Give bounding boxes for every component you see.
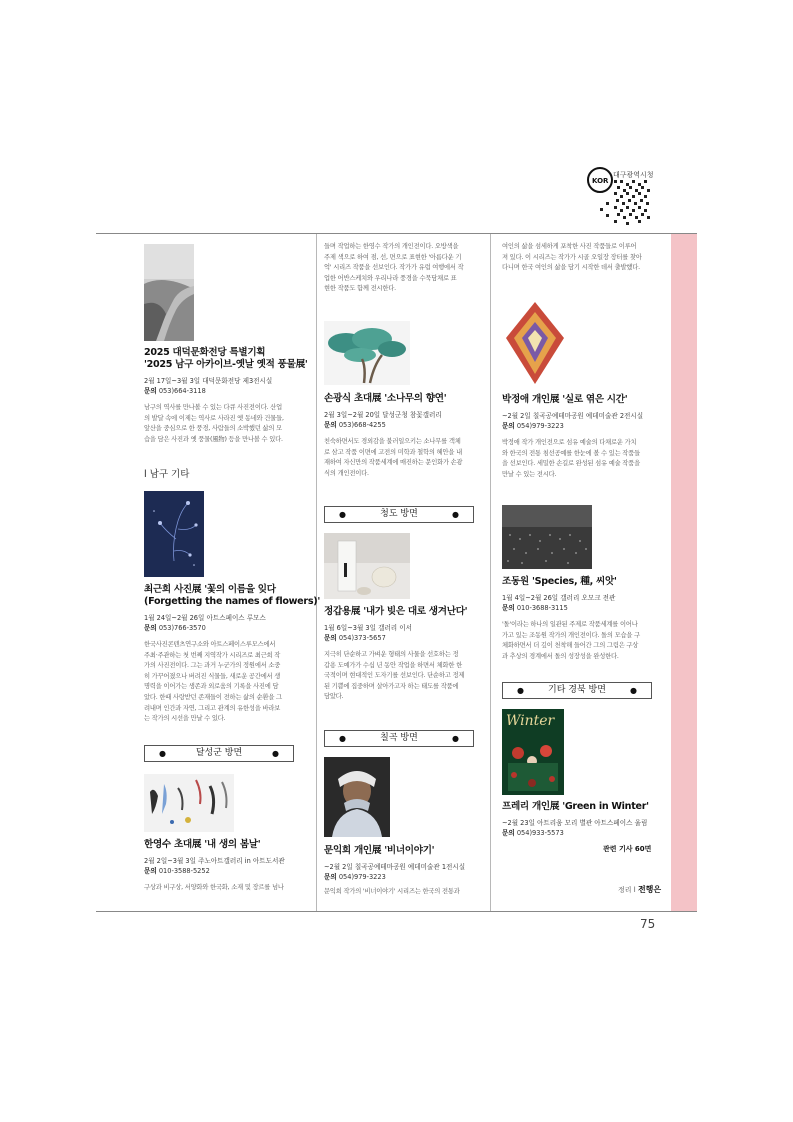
bullet-dot-icon: ● bbox=[517, 686, 524, 695]
event-inquiry: 문의 054)373-5657 bbox=[324, 634, 386, 642]
winter-poster bbox=[502, 709, 564, 795]
event-title: 한영수 초대展 '내 생의 봄날' bbox=[144, 839, 261, 850]
event-inquiry: 문의 053)668-4255 bbox=[324, 421, 386, 429]
event-description: 친숙하면서도 경외감을 불러일으키는 소나무를 객체 로 삼고 작품 이면에 고전의 미학과 철학의 혜안을 내 재하여 자신만의 작품세계에 매진하는 문인화가 손광 식의 개인전이다. bbox=[324, 438, 463, 477]
event-date: ~2월 2일 칠곡공예테마공원 예데미술관 1전시실 bbox=[324, 863, 466, 871]
bullet-dot-icon: ● bbox=[339, 734, 346, 743]
side-color-bar bbox=[671, 234, 697, 911]
event-date: 2월 3일~2월 20일 달성군청 참꽃갤러리 bbox=[324, 411, 442, 419]
stone-painting-photo bbox=[502, 505, 592, 569]
event-title: 박정애 개인展 '실로 엮은 시간' bbox=[502, 394, 628, 405]
portrait-photo bbox=[324, 757, 390, 837]
section-heading: ● 청도 방면 ● bbox=[324, 506, 474, 523]
archive-photo bbox=[144, 244, 194, 341]
svg-text:KOR: KOR bbox=[592, 177, 609, 185]
event-title: (Forgetting the names of flowers)' bbox=[144, 596, 320, 607]
editor-credit: 정리 l 전행은 bbox=[618, 885, 662, 894]
column-divider bbox=[490, 234, 491, 911]
event-description: 남구의 역사를 만나볼 수 있는 다큐 사진전이다. 산업 의 발달 속에 이제는 역사로 사라진 옛 동네와 건물들, 앞산을 중심으로 한 풍경, 사람들의 소박했던 삶의 모 습을 담은 사진과 옛 풍물(風物) 등을 만나볼 수 있다. bbox=[144, 404, 284, 443]
event-date: 1월 24일~2월 26일 아트스페이스 루모스 bbox=[144, 614, 266, 622]
event-description: 한국사진콘텐츠연구소와 아트스페이스루모스에서 주최·주관하는 첫 번째 지역작가 시리즈로 최근희 작 가의 사진전이다. 그는 과거 누군가의 정원에서 소중 히 가꾸어졌으나 버려진 식물들, 새로운 공간에서 생 명력을 이어가는 생존과 외로움의 기록을 사진에 담 았다. 한때 사랑받던 존재들이 전하는 삶의 순환을 그 려내며 인간과 자연, 그리고 관계의 유한성을 바라보 는 작가의 시선을 만날 수 있다. bbox=[144, 641, 282, 723]
event-date: ~2월 23일 아트리움 모리 별관 아트스페이스 울림 bbox=[502, 819, 648, 827]
bullet-dot-icon: ● bbox=[452, 734, 459, 743]
event-title: 2025 대덕문화전당 특별기획 bbox=[144, 347, 266, 358]
event-title: 프레리 개인展 'Green in Winter' bbox=[502, 801, 649, 812]
textile-photo bbox=[502, 298, 568, 388]
related-article-note: 관련 기사 60면 bbox=[603, 845, 652, 853]
bottom-rule bbox=[96, 911, 697, 912]
continued-text: 여인의 삶을 섬세하게 포착한 사진 작품들로 이루어 져 있다. 이 시리즈는 작가가 시골 오일장 장터를 찾아 다니며 한국 여인의 삶을 담기 시작한 데서 출발했다. bbox=[502, 243, 642, 272]
flower-photo bbox=[144, 491, 204, 577]
event-inquiry: 문의 010-3588-5252 bbox=[144, 867, 210, 875]
section-heading: ● 기타 경북 방면 ● bbox=[502, 682, 652, 699]
event-date: 1월 4일~2월 26일 갤러리 오모크 전관 bbox=[502, 594, 616, 602]
event-title: 조동원 'Species, 種, 씨앗' bbox=[502, 576, 617, 587]
column-divider bbox=[316, 234, 317, 911]
page-number: 75 bbox=[640, 917, 656, 931]
bullet-dot-icon: ● bbox=[159, 749, 166, 758]
subsection-heading: l 남구 기타 bbox=[144, 469, 190, 480]
event-date: 1월 6일~3월 3일 갤러리 이서 bbox=[324, 624, 413, 632]
event-inquiry: 문의 010-3688-3115 bbox=[502, 604, 568, 612]
bullet-dot-icon: ● bbox=[452, 510, 459, 519]
event-description: 문익희 작가의 '비너이야기' 시리즈는 한국의 전통과 bbox=[324, 888, 460, 895]
event-title: 손광식 초대展 '소나무의 향연' bbox=[324, 393, 447, 404]
event-inquiry: 문의 054)979-3223 bbox=[502, 422, 564, 430]
event-description: '돌'이라는 하나의 일관된 주제로 작품세계를 이어나 가고 있는 조동원 작가의 개인전이다. 돌의 모습을 구 체화하면서 더 깊이 천착해 들어간 그의 그림은 구상 과 추상의 경계에서 돌의 성장성을 완성한다. bbox=[502, 621, 640, 660]
poster-figures bbox=[502, 739, 564, 795]
event-title: 정갑용展 '내가 빚은 대로 생겨난다' bbox=[324, 606, 468, 617]
pine-tree-photo bbox=[324, 321, 410, 385]
event-date: ~2월 2일 칠곡공예테마공원 예데미술관 2전시실 bbox=[502, 412, 644, 420]
top-rule bbox=[96, 233, 697, 234]
section-heading: ● 달성군 방면 ● bbox=[144, 745, 294, 762]
event-title: 최근희 사진展 '꽃의 이름을 잊다 bbox=[144, 584, 276, 595]
event-description: 구상과 비구상, 서양화와 한국화, 소재 및 장르를 넘나 bbox=[144, 884, 284, 891]
continued-text: 들며 작업하는 한영수 작가의 개인전이다. 오방색을 주제 색으로 하여 점, 선, 면으로 표현한 '아름다운 기 억' 시리즈 작품을 선보인다. 작가가 유럽 여행에서 작 업한 어반스케치와 우리나라 풍경을 수묵담채로 표 현한 작품도 함께 전시한다. bbox=[324, 243, 464, 293]
event-title: '2025 남구 아카이브-옛날 옛적 풍물展' bbox=[144, 359, 308, 370]
event-inquiry: 문의 053)766-3570 bbox=[144, 624, 206, 632]
section-heading: ● 칠곡 방면 ● bbox=[324, 730, 474, 747]
poster-title: Winter bbox=[506, 713, 555, 729]
event-description: 박정애 작가 개인전으로 섬유 예술의 다채로운 가치 와 한국의 전통 침선공예를 한눈에 볼 수 있는 작품들 을 선보인다. 세밀한 손길로 완성된 섬유 예술 작품을 만날 수 있는 전시다. bbox=[502, 439, 640, 478]
bullet-dot-icon: ● bbox=[272, 749, 279, 758]
painting-photo bbox=[144, 774, 234, 832]
event-title: 문익희 개인展 '비너이야기' bbox=[324, 845, 435, 856]
event-inquiry: 문의 054)933-5573 bbox=[502, 829, 564, 837]
event-date: 2월 17일~3월 3일 대덕문화전당 제3전시실 bbox=[144, 377, 273, 385]
event-description: 지극히 단순하고 가벼운 형태의 사물을 선호하는 정 갑용 도예가가 수십 년 동안 작업을 하면서 체화한 한 국적이며 현대적인 도자기를 선보인다. 단순하고 정제 된 기쁨에 집중하며 살아가고자 하는 태도를 작품에 담았다. bbox=[324, 651, 465, 701]
bullet-dot-icon: ● bbox=[630, 686, 637, 695]
event-inquiry: 문의 054)979-3223 bbox=[324, 873, 386, 881]
org-name: 대구광역시청 bbox=[613, 171, 654, 179]
event-inquiry: 문의 053)664-3118 bbox=[144, 387, 206, 395]
bullet-dot-icon: ● bbox=[339, 510, 346, 519]
ceramics-photo bbox=[324, 533, 410, 599]
event-date: 2월 2일~3월 3일 주노아트갤러리 in 아트도서관 bbox=[144, 857, 285, 865]
